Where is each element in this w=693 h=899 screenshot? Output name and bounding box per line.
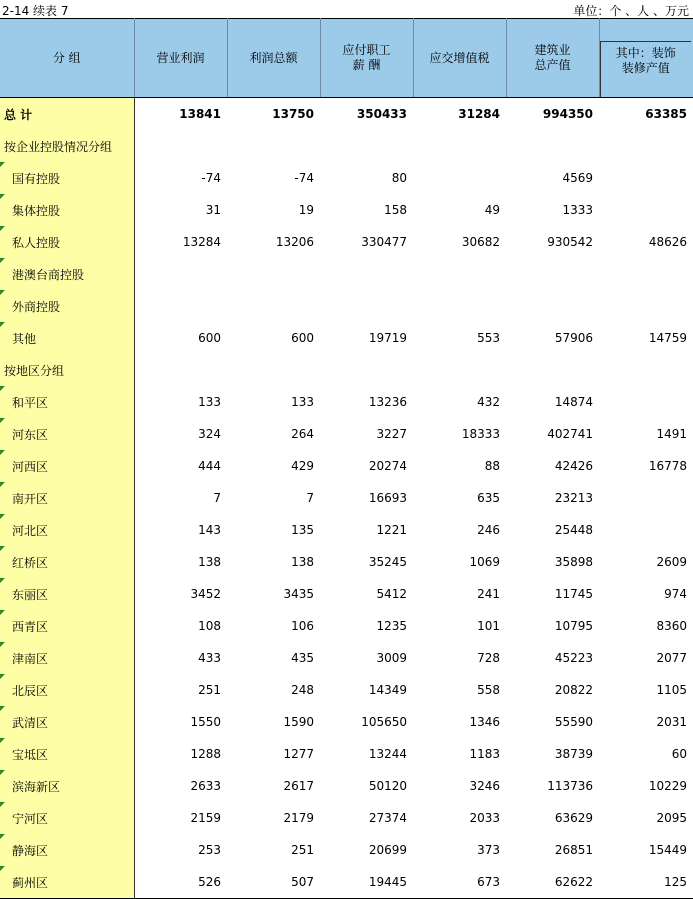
value-cell: 14874 <box>554 395 593 409</box>
value-cell: 125 <box>599 866 693 899</box>
row-label-cell <box>0 322 134 354</box>
value-cell: 138 <box>291 555 314 569</box>
row-label: 其他 <box>12 331 37 346</box>
row-label: 北辰区 <box>12 683 49 698</box>
cell-marker-icon <box>0 386 5 391</box>
table-row <box>0 386 693 418</box>
table-row <box>0 450 693 482</box>
header-vat: 应交增值税 <box>413 19 506 98</box>
table-row <box>0 706 693 738</box>
value-cell <box>599 194 693 226</box>
value-cell: 133 <box>291 395 314 409</box>
value-cell: 553 <box>477 331 500 345</box>
value-cell: 2033 <box>469 811 500 825</box>
table-row <box>0 322 693 354</box>
value-cell: 63385 <box>645 107 687 121</box>
value-cell: 13750 <box>272 107 314 121</box>
value-cell: 106 <box>291 619 314 633</box>
value-cell: 13244 <box>368 747 407 761</box>
value-cell <box>506 130 599 162</box>
value-cell: 14759 <box>648 331 687 345</box>
row-label: 总 计 <box>4 107 33 122</box>
row-label-cell <box>0 354 134 386</box>
value-cell: 108 <box>198 619 221 633</box>
row-label-cell <box>0 834 134 866</box>
row-label: 国有控股 <box>12 171 61 186</box>
value-cell: 27374 <box>368 811 407 825</box>
value-cell: 558 <box>477 683 500 697</box>
value-cell: 19 <box>298 203 314 217</box>
data-table-container <box>0 18 693 899</box>
header-group: 分 组 <box>0 19 134 98</box>
header-construction-line1: 建筑业 <box>534 43 571 57</box>
table-row <box>0 162 693 194</box>
table-row <box>0 258 693 290</box>
table-row <box>0 354 693 386</box>
value-cell: 55590 <box>554 715 593 729</box>
cell-marker-icon <box>0 770 5 775</box>
row-label: 南开区 <box>12 491 49 506</box>
cell-marker-icon <box>0 162 5 167</box>
table-row <box>0 802 693 834</box>
value-cell: 138 <box>198 555 221 569</box>
value-cell: 402741 <box>547 427 593 441</box>
value-cell <box>320 258 413 290</box>
value-cell: 635 <box>477 491 500 505</box>
value-cell: 251 <box>291 843 314 857</box>
value-cell: 2159 <box>190 811 221 825</box>
value-cell: 2179 <box>283 811 314 825</box>
row-label-cell <box>0 482 134 514</box>
value-cell: 16693 <box>368 491 407 505</box>
value-cell <box>599 514 693 546</box>
table-row <box>0 546 693 578</box>
value-cell: 62622 <box>506 866 599 899</box>
row-label-cell <box>0 642 134 674</box>
value-cell: 20274 <box>368 459 407 473</box>
header-decoration-line1: 其中：装饰 <box>615 46 676 60</box>
row-label: 河北区 <box>12 523 49 538</box>
value-cell <box>320 130 413 162</box>
table-title: 2-14 续表 7 <box>2 4 69 18</box>
value-cell: 13841 <box>179 107 221 121</box>
row-label: 东丽区 <box>12 587 49 602</box>
unit-label: 单位：个 、人 、万元 <box>573 4 689 18</box>
value-cell: 5412 <box>376 587 407 601</box>
row-label-cell <box>0 450 134 482</box>
value-cell: 526 <box>134 866 227 899</box>
value-cell: 330477 <box>361 235 407 249</box>
value-cell: 444 <box>198 459 221 473</box>
cell-marker-icon <box>0 450 5 455</box>
row-label-cell <box>0 706 134 738</box>
value-cell: 994350 <box>542 107 593 121</box>
value-cell: 930542 <box>547 235 593 249</box>
header-row <box>0 19 693 98</box>
row-label: 武清区 <box>12 715 49 730</box>
value-cell: 42426 <box>554 459 593 473</box>
cell-marker-icon <box>0 290 5 295</box>
row-label: 西青区 <box>12 619 49 634</box>
value-cell: 101 <box>477 619 500 633</box>
cell-marker-icon <box>0 322 5 327</box>
header-decoration-box <box>600 41 692 97</box>
value-cell <box>599 290 693 322</box>
value-cell: 507 <box>227 866 320 899</box>
row-label-cell <box>0 610 134 642</box>
row-label: 宁河区 <box>12 811 49 826</box>
value-cell: 11745 <box>554 587 593 601</box>
value-cell: 49 <box>484 203 500 217</box>
row-label-cell <box>0 866 134 899</box>
value-cell: 728 <box>477 651 500 665</box>
value-cell: 19445 <box>320 866 413 899</box>
value-cell: -74 <box>294 171 314 185</box>
header-decoration-output <box>599 19 693 98</box>
value-cell: 3227 <box>376 427 407 441</box>
value-cell: 1069 <box>469 555 500 569</box>
row-label-cell <box>0 738 134 770</box>
value-cell: 248 <box>291 683 314 697</box>
value-cell <box>134 130 227 162</box>
cell-marker-icon <box>0 226 5 231</box>
value-cell: 19719 <box>368 331 407 345</box>
row-label-cell <box>0 162 134 194</box>
value-cell: 31284 <box>458 107 500 121</box>
value-cell: 13284 <box>182 235 221 249</box>
value-cell <box>506 258 599 290</box>
value-cell: 253 <box>198 843 221 857</box>
value-cell: 20699 <box>368 843 407 857</box>
table-row <box>0 418 693 450</box>
value-cell <box>413 162 506 194</box>
value-cell: 10229 <box>648 779 687 793</box>
value-cell: 8360 <box>656 619 687 633</box>
value-cell: 4569 <box>562 171 593 185</box>
cell-marker-icon <box>0 514 5 519</box>
table-row <box>0 194 693 226</box>
table-row <box>0 130 693 162</box>
table-row <box>0 578 693 610</box>
value-cell: 3452 <box>190 587 221 601</box>
row-label: 河东区 <box>12 427 49 442</box>
table-row <box>0 642 693 674</box>
value-cell: 1288 <box>190 747 221 761</box>
value-cell: 600 <box>291 331 314 345</box>
value-cell: 2609 <box>656 555 687 569</box>
value-cell: 26851 <box>554 843 593 857</box>
value-cell: 16778 <box>648 459 687 473</box>
table-row <box>0 290 693 322</box>
value-cell: 13236 <box>368 395 407 409</box>
row-label-cell <box>0 418 134 450</box>
cell-marker-icon <box>0 610 5 615</box>
value-cell: 1550 <box>190 715 221 729</box>
row-label: 集体控股 <box>12 203 61 218</box>
row-label: 河西区 <box>12 459 49 474</box>
value-cell: 10795 <box>554 619 593 633</box>
row-label: 静海区 <box>12 843 49 858</box>
value-cell: 1277 <box>283 747 314 761</box>
value-cell: 3435 <box>283 587 314 601</box>
table-row <box>0 514 693 546</box>
header-operating-profit: 营业利润 <box>134 19 227 98</box>
value-cell <box>227 354 320 386</box>
value-cell: 35245 <box>368 555 407 569</box>
cell-marker-icon <box>0 706 5 711</box>
value-cell: 673 <box>413 866 506 899</box>
row-label-cell <box>0 130 134 162</box>
value-cell: 18333 <box>461 427 500 441</box>
value-cell: 45223 <box>554 651 593 665</box>
value-cell: 1346 <box>469 715 500 729</box>
value-cell: 35898 <box>554 555 593 569</box>
value-cell: 2077 <box>656 651 687 665</box>
cell-marker-icon <box>0 546 5 551</box>
cell-marker-icon <box>0 258 5 263</box>
header-total-profit: 利润总额 <box>227 19 320 98</box>
value-cell: 432 <box>477 395 500 409</box>
header-payroll-line1: 应付职工 <box>342 43 391 57</box>
value-cell <box>413 290 506 322</box>
row-label-cell <box>0 258 134 290</box>
value-cell: 241 <box>477 587 500 601</box>
value-cell: 20822 <box>554 683 593 697</box>
value-cell: 105650 <box>361 715 407 729</box>
value-cell: 1105 <box>656 683 687 697</box>
row-label: 私人控股 <box>12 235 61 250</box>
cell-marker-icon <box>0 418 5 423</box>
value-cell: 133 <box>198 395 221 409</box>
row-label-cell <box>0 578 134 610</box>
value-cell: 25448 <box>554 523 593 537</box>
value-cell <box>413 130 506 162</box>
value-cell <box>320 290 413 322</box>
value-cell: 429 <box>291 459 314 473</box>
table-row <box>0 866 693 899</box>
table-row <box>0 226 693 258</box>
value-cell: 57906 <box>554 331 593 345</box>
value-cell: 324 <box>198 427 221 441</box>
value-cell: 80 <box>391 171 407 185</box>
value-cell: 143 <box>198 523 221 537</box>
value-cell <box>134 258 227 290</box>
value-cell: 113736 <box>547 779 593 793</box>
value-cell: 158 <box>384 203 407 217</box>
cell-marker-icon <box>0 578 5 583</box>
value-cell: 251 <box>198 683 221 697</box>
row-label: 宝坻区 <box>12 747 49 762</box>
value-cell: 373 <box>477 843 500 857</box>
row-label: 港澳台商控股 <box>12 267 85 282</box>
value-cell <box>227 130 320 162</box>
data-table <box>0 18 693 899</box>
table-row <box>0 98 693 131</box>
row-label-cell <box>0 514 134 546</box>
value-cell: 88 <box>484 459 500 473</box>
value-cell: 2633 <box>190 779 221 793</box>
cell-marker-icon <box>0 866 5 871</box>
value-cell: 1333 <box>562 203 593 217</box>
header-construction-line2: 总产值 <box>534 58 571 72</box>
row-label: 和平区 <box>12 395 49 410</box>
value-cell <box>599 130 693 162</box>
row-label-cell <box>0 546 134 578</box>
header-payroll <box>320 19 413 98</box>
value-cell: 433 <box>198 651 221 665</box>
table-body <box>0 98 693 899</box>
value-cell <box>413 354 506 386</box>
value-cell: 264 <box>291 427 314 441</box>
value-cell <box>320 354 413 386</box>
row-label: 按企业控股情况分组 <box>4 139 113 154</box>
value-cell: 974 <box>664 587 687 601</box>
cell-marker-icon <box>0 834 5 839</box>
value-cell: 2031 <box>656 715 687 729</box>
value-cell: 246 <box>477 523 500 537</box>
value-cell: 38739 <box>554 747 593 761</box>
value-cell <box>599 386 693 418</box>
row-label-cell <box>0 386 134 418</box>
table-row <box>0 482 693 514</box>
value-cell: 2095 <box>656 811 687 825</box>
cell-marker-icon <box>0 482 5 487</box>
value-cell: 3246 <box>469 779 500 793</box>
row-label-cell <box>0 194 134 226</box>
table-row <box>0 834 693 866</box>
table-row <box>0 610 693 642</box>
value-cell <box>134 290 227 322</box>
table-row <box>0 674 693 706</box>
cell-marker-icon <box>0 642 5 647</box>
value-cell <box>599 354 693 386</box>
value-cell: 1221 <box>376 523 407 537</box>
value-cell: 7 <box>213 491 221 505</box>
row-label-cell <box>0 98 134 131</box>
value-cell <box>599 258 693 290</box>
title-bar <box>0 0 693 18</box>
value-cell: 3009 <box>376 651 407 665</box>
value-cell: 14349 <box>368 683 407 697</box>
cell-marker-icon <box>0 674 5 679</box>
row-label-cell <box>0 226 134 258</box>
value-cell: 1235 <box>376 619 407 633</box>
row-label-cell <box>0 802 134 834</box>
value-cell: 13206 <box>275 235 314 249</box>
row-label: 按地区分组 <box>4 363 65 378</box>
value-cell <box>599 162 693 194</box>
header-construction-output <box>506 19 599 98</box>
value-cell: -74 <box>201 171 221 185</box>
row-label-cell <box>0 674 134 706</box>
header-decoration-line2: 装修产值 <box>621 61 670 75</box>
value-cell: 1590 <box>283 715 314 729</box>
value-cell <box>599 482 693 514</box>
row-label-cell <box>0 770 134 802</box>
header-payroll-line2: 薪 酬 <box>352 58 381 72</box>
value-cell <box>506 290 599 322</box>
cell-marker-icon <box>0 194 5 199</box>
value-cell: 15449 <box>648 843 687 857</box>
row-label-cell <box>0 290 134 322</box>
row-label: 外商控股 <box>12 299 61 314</box>
value-cell <box>134 354 227 386</box>
value-cell: 1491 <box>656 427 687 441</box>
value-cell: 50120 <box>368 779 407 793</box>
value-cell: 31 <box>205 203 221 217</box>
cell-marker-icon <box>0 738 5 743</box>
value-cell: 1183 <box>469 747 500 761</box>
row-label: 津南区 <box>12 651 49 666</box>
row-label: 蓟州区 <box>12 875 49 890</box>
value-cell <box>227 290 320 322</box>
row-label: 滨海新区 <box>12 779 61 794</box>
value-cell: 7 <box>306 491 314 505</box>
value-cell: 60 <box>671 747 687 761</box>
value-cell: 2617 <box>283 779 314 793</box>
value-cell: 23213 <box>554 491 593 505</box>
value-cell <box>413 258 506 290</box>
value-cell: 600 <box>198 331 221 345</box>
value-cell: 435 <box>291 651 314 665</box>
row-label: 红桥区 <box>12 555 49 570</box>
value-cell <box>506 354 599 386</box>
value-cell: 63629 <box>554 811 593 825</box>
value-cell <box>227 258 320 290</box>
value-cell: 135 <box>291 523 314 537</box>
cell-marker-icon <box>0 802 5 807</box>
table-row <box>0 738 693 770</box>
value-cell: 350433 <box>356 107 407 121</box>
table-row <box>0 770 693 802</box>
value-cell: 48626 <box>648 235 687 249</box>
value-cell: 30682 <box>461 235 500 249</box>
